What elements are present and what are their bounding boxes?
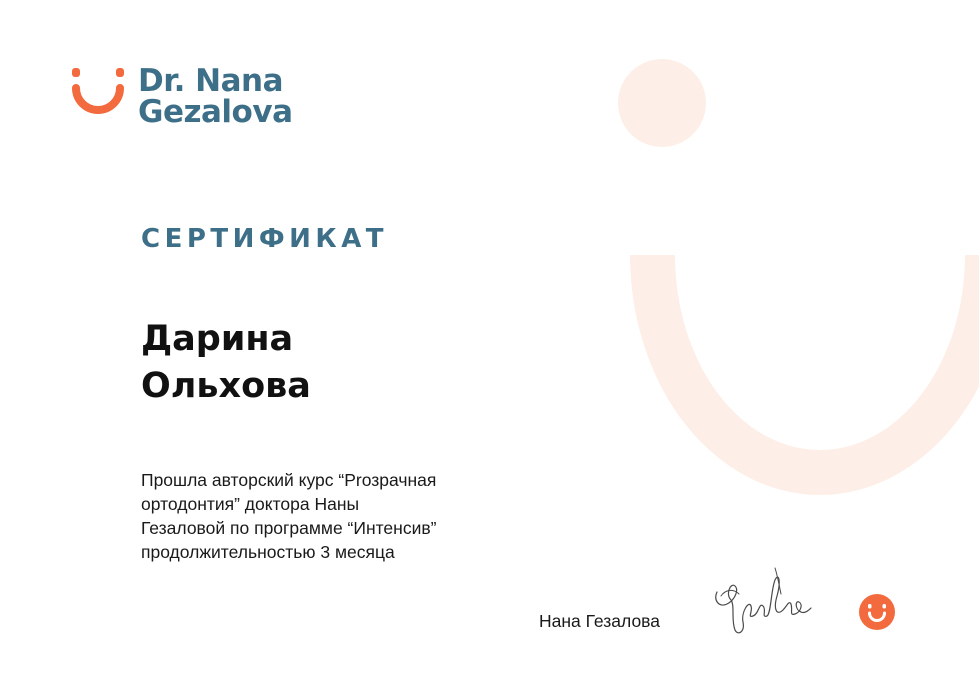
smile-icon [72,66,126,116]
recipient-last-name: Ольхова [141,366,311,406]
description-line: Прошла авторский курс “Prозрачная [141,470,437,490]
brand-logo [72,63,293,130]
recipient-first-name: Дарина [141,319,294,359]
description-line: продолжительностью 3 месяца [141,542,395,562]
description-line: ортодонтия” доктора Наны [141,494,360,514]
brand-name-line2: Gezalova [138,94,293,130]
certificate-title: СЕРТИФИКАТ [141,224,389,254]
brand-name-line1: Dr. Nana [138,63,284,99]
certificate-description [141,468,541,564]
description-line: Гезаловой по программе “Интенсив” [141,518,437,538]
signer-name: Нана Гезалова [539,611,661,631]
recipient-name [141,316,311,410]
decorative-arc [630,255,979,495]
smile-badge-icon [859,594,895,630]
decorative-dot [618,59,706,147]
handwritten-signature [705,560,815,645]
brand-name [138,63,293,130]
